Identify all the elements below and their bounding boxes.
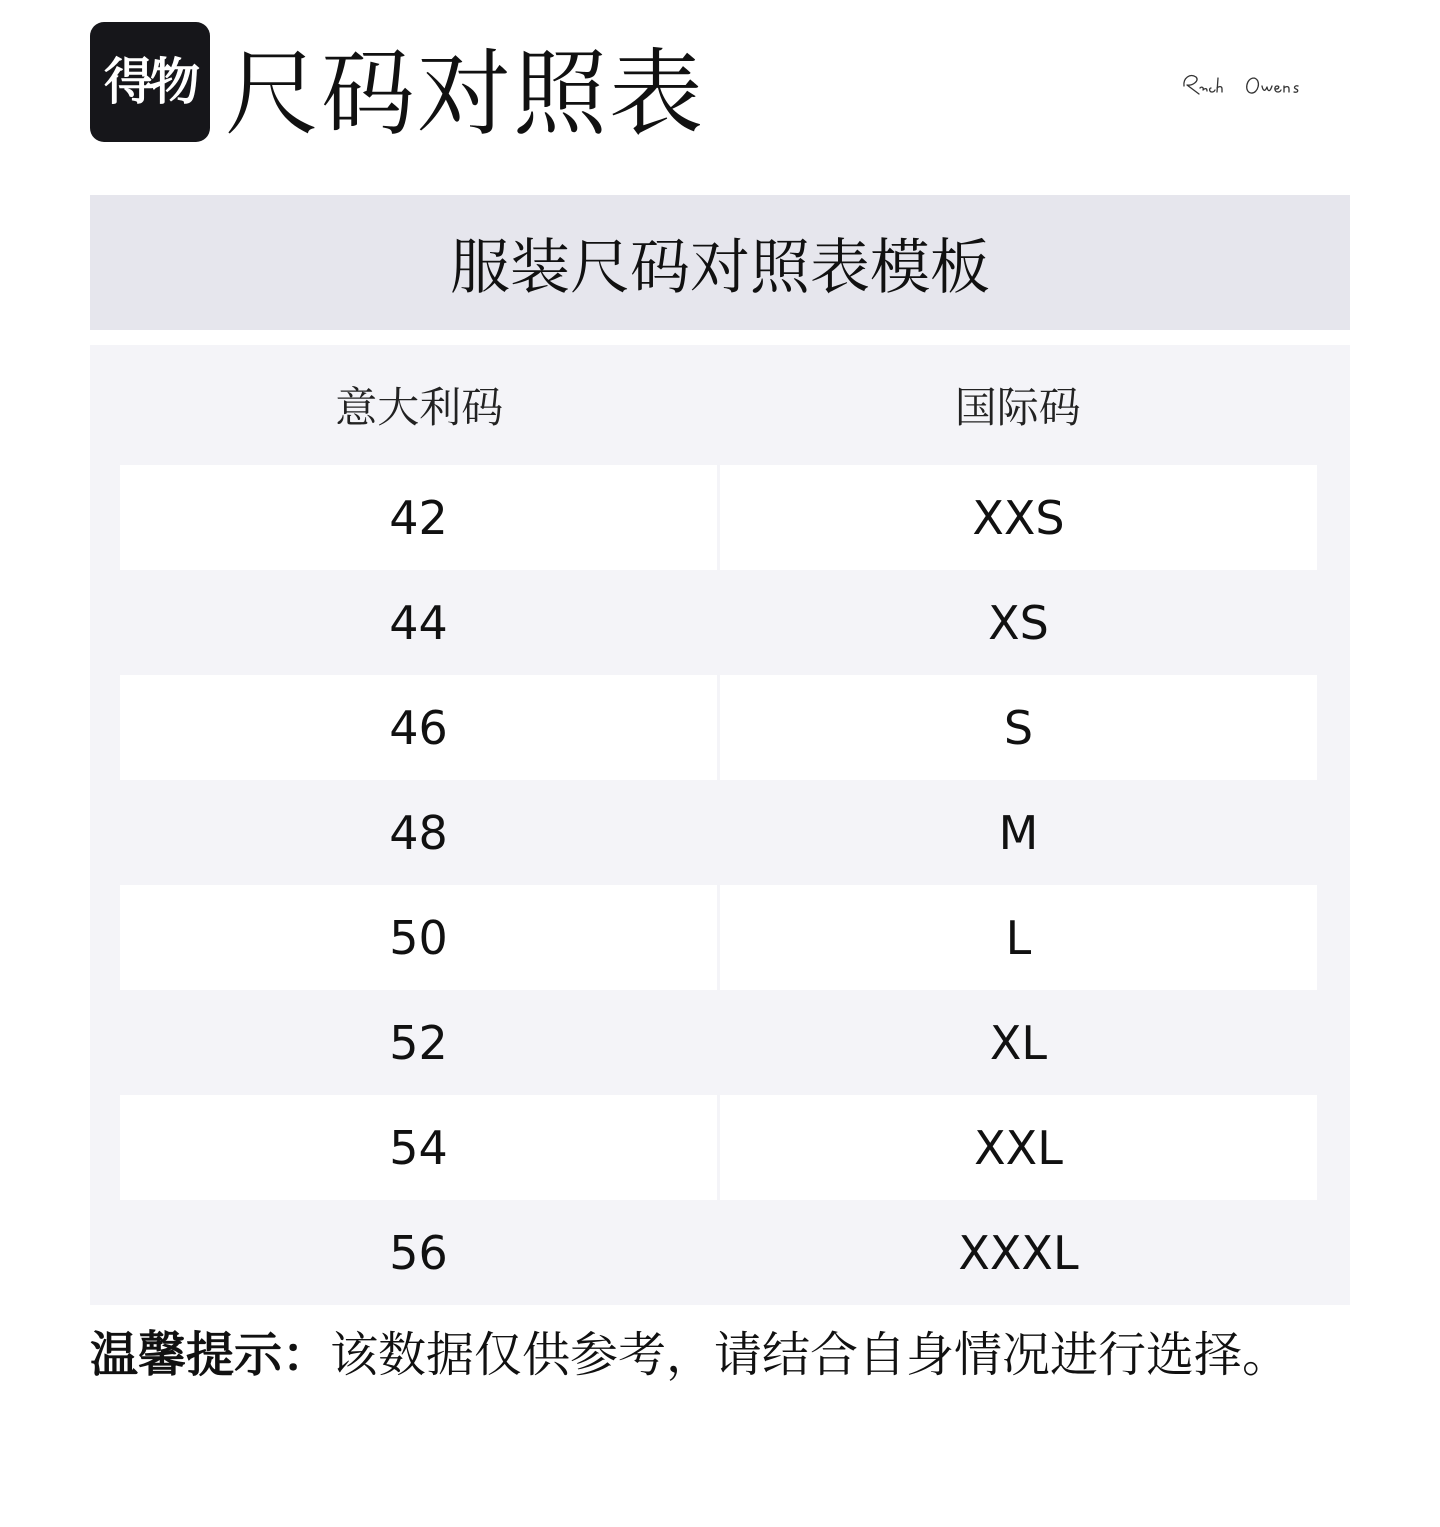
brand-signature-logo — [1180, 64, 1322, 106]
cell-international-size: L — [720, 885, 1317, 990]
cell-italy-size: 56 — [389, 1225, 448, 1280]
cell-international-size: XXXL — [958, 1225, 1079, 1280]
cell-international-size: S — [720, 675, 1317, 780]
cell-italy-size: 50 — [120, 885, 717, 990]
table-row — [120, 1200, 1317, 1305]
column-header-italy: 意大利码 — [335, 383, 504, 432]
size-conversion-table — [90, 345, 1350, 1305]
cell-international-size: M — [998, 805, 1039, 860]
cell-international-size: XL — [989, 1015, 1048, 1070]
cell-international-size: XXS — [720, 465, 1317, 570]
table-row — [120, 570, 1317, 675]
cell-italy-size: 54 — [120, 1095, 717, 1200]
table-row — [120, 885, 1317, 990]
cell-italy-size: 44 — [389, 595, 448, 650]
page-header — [90, 22, 1350, 147]
table-row — [120, 780, 1317, 885]
footnote-text: 该数据仅供参考，请结合自身情况进行选择。 — [330, 1327, 1291, 1383]
dewu-logo: 得物 — [90, 22, 210, 142]
cell-international-size: XS — [988, 595, 1049, 650]
cell-italy-size: 46 — [120, 675, 717, 780]
footnote — [90, 1322, 1290, 1388]
table-header-row — [120, 345, 1317, 465]
cell-italy-size: 42 — [120, 465, 717, 570]
table-title: 服装尺码对照表模板 — [90, 195, 1350, 330]
cell-italy-size: 48 — [389, 805, 448, 860]
table-row — [120, 465, 1317, 570]
table-row — [120, 1095, 1317, 1200]
table-row — [120, 675, 1317, 780]
page-title: 尺码对照表 — [225, 40, 706, 149]
cell-italy-size: 52 — [389, 1015, 448, 1070]
column-header-international: 国际码 — [954, 383, 1081, 432]
table-body — [120, 465, 1317, 1305]
footnote-label: 温馨提示： — [90, 1327, 331, 1383]
table-row — [120, 990, 1317, 1095]
cell-international-size: XXL — [720, 1095, 1317, 1200]
